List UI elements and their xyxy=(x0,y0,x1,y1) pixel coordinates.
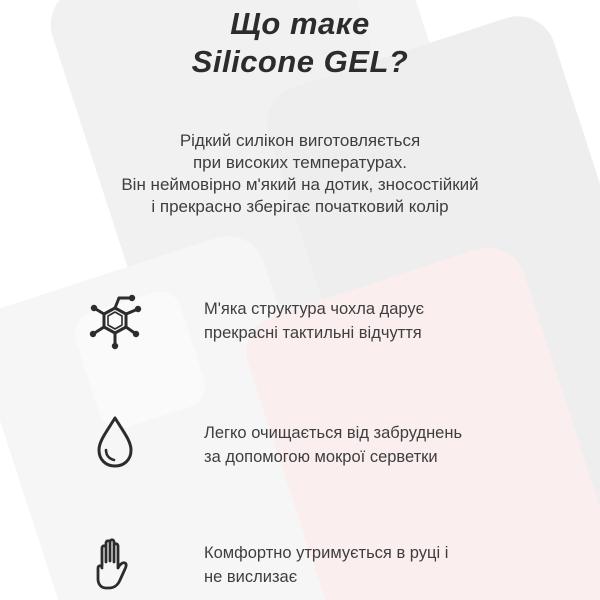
intro-line-3: Він неймовірно м'який на дотик, зносостійкий xyxy=(121,175,479,194)
feature-line: прекрасні тактильні відчуття xyxy=(204,324,422,342)
title-line-2: Silicone GEL? xyxy=(191,44,409,79)
feature-text-comfortable-grip xyxy=(204,541,448,589)
feature-line: Легко очищається від забруднень xyxy=(204,424,463,442)
feature-line: за допомогою мокрої серветки xyxy=(204,448,438,466)
feature-text-easy-clean xyxy=(204,421,462,469)
title-line-1: Що таке xyxy=(230,6,370,41)
feature-line: М'яка структура чохла дарує xyxy=(204,300,425,318)
molecule-icon xyxy=(86,290,144,354)
intro-line-1: Рідкий силікон виготовляється xyxy=(179,131,421,150)
feature-line: Комфортно утримується в руці і xyxy=(204,544,449,562)
hand-icon xyxy=(90,536,134,592)
intro-line-2: при високих температурах. xyxy=(192,153,408,172)
water-drop-icon xyxy=(93,414,137,470)
feature-line: не вислизає xyxy=(204,568,298,586)
feature-text-soft-structure xyxy=(204,297,424,345)
intro-line-4: і прекрасно зберігає початковий колір xyxy=(151,197,449,216)
